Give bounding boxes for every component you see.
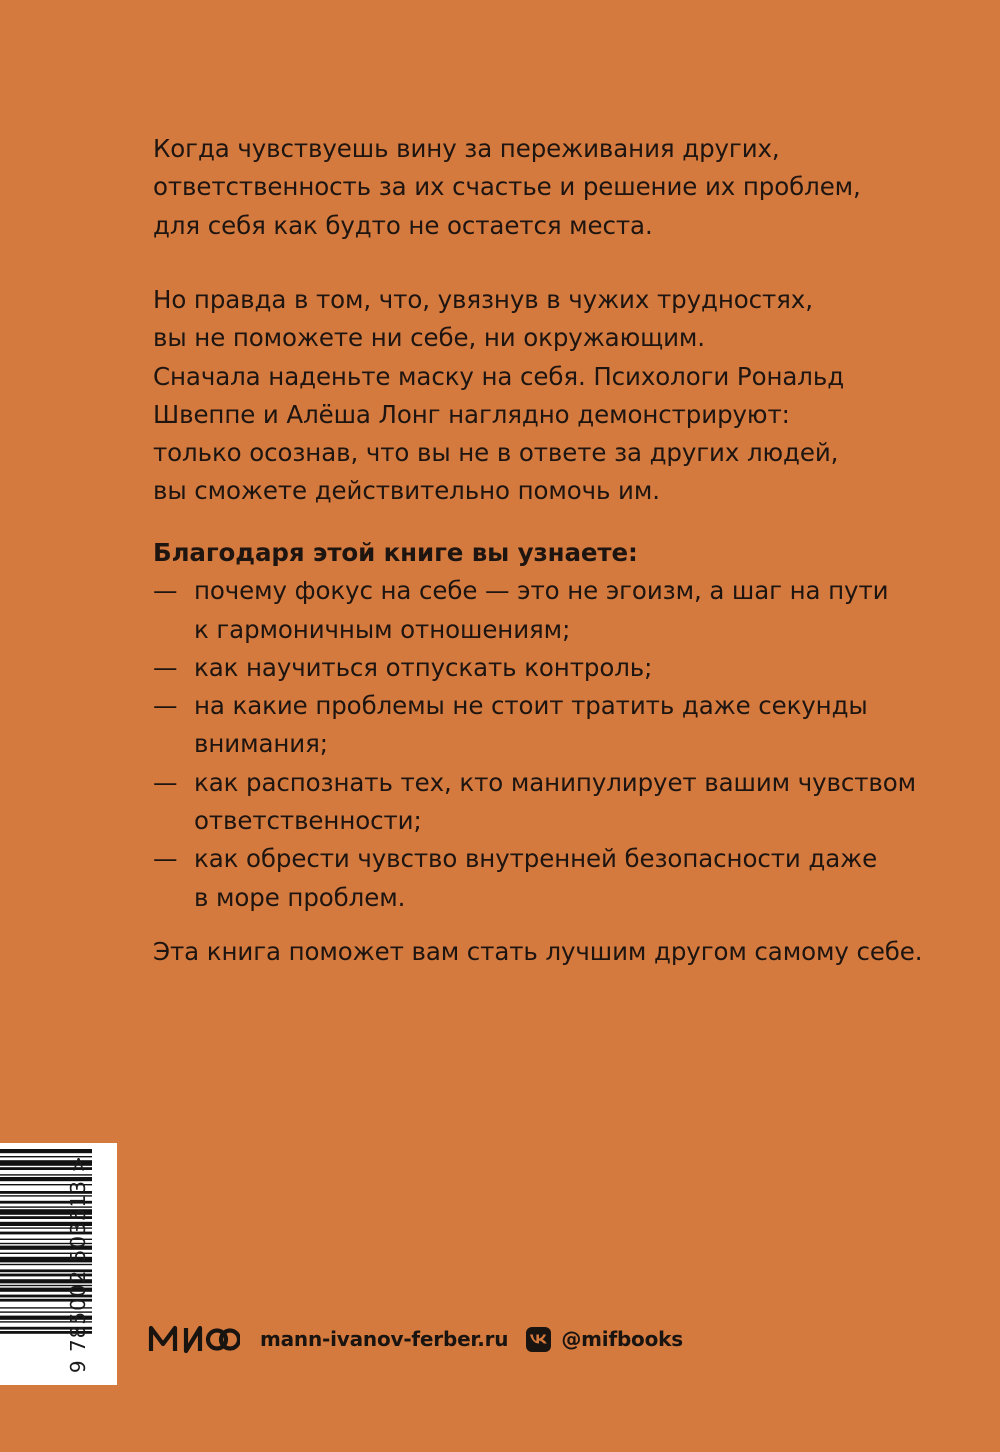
intro-paragraph	[153, 130, 913, 245]
benefits-heading: Благодаря этой книге вы узнаете:	[153, 538, 638, 567]
outro-line: Эта книга поможет вам стать лучшим другом самому себе.	[153, 937, 923, 966]
middle-paragraph	[153, 281, 913, 511]
benefit-item	[153, 649, 913, 687]
benefit-line: к гармоничным отношениям;	[194, 614, 571, 644]
isbn-barcode	[0, 1143, 117, 1385]
benefit-line: на какие проблемы не стоит тратить даже секунды	[194, 691, 868, 721]
website-link[interactable]: mann-ivanov-ferber.ru	[260, 1327, 509, 1351]
benefit-line: ответственности;	[194, 806, 422, 836]
dash-bullet: —	[153, 844, 178, 874]
dash-bullet: —	[153, 767, 178, 797]
benefit-line: как обрести чувство внутренней безопасности даже	[194, 844, 878, 874]
footer	[148, 1322, 683, 1356]
publisher-logo	[148, 1324, 240, 1354]
barcode-digits: 9 785002 503513 >	[66, 1154, 90, 1374]
middle-line: Сначала наденьте маску на себя. Психологи Рональд	[153, 361, 845, 391]
social-handle[interactable]: @mifbooks	[561, 1327, 683, 1351]
dash-bullet: —	[153, 691, 178, 721]
intro-line: для себя как будто не остается места.	[153, 210, 653, 240]
benefit-item	[153, 572, 913, 649]
middle-line: Швеппе и Алёша Лонг наглядно демонстрируют:	[153, 399, 790, 429]
outro-paragraph	[153, 933, 923, 971]
middle-line: Но правда в том, что, увязнув в чужих трудностях,	[153, 285, 813, 314]
vk-logo-icon	[529, 1333, 548, 1345]
benefit-item	[153, 764, 917, 841]
intro-line: ответственность за их счастье и решение их проблем,	[153, 172, 861, 202]
benefit-line: как научиться отпускать контроль;	[194, 652, 653, 682]
benefit-line: почему фокус на себе — это не эгоизм, а шаг на пути	[194, 576, 889, 606]
benefits-list	[153, 572, 917, 917]
benefit-line: внимания;	[194, 729, 328, 759]
benefit-item	[153, 840, 913, 917]
benefit-line: как распознать тех, кто манипулирует вашим чувством	[194, 767, 917, 797]
middle-line: вы сможете действительно помочь им.	[153, 476, 660, 506]
benefit-line: в море проблем.	[194, 882, 406, 912]
vk-icon[interactable]	[526, 1327, 551, 1352]
dash-bullet: —	[153, 652, 178, 682]
middle-line: только осознав, что вы не в ответе за других людей,	[153, 438, 839, 468]
mif-logo-icon	[148, 1324, 240, 1354]
intro-line: Когда чувствуешь вину за переживания других,	[153, 134, 780, 163]
benefits-section	[153, 534, 917, 917]
middle-line: вы не поможете ни себе, ни окружающим.	[153, 323, 705, 353]
benefit-item	[153, 687, 913, 764]
dash-bullet: —	[153, 576, 178, 606]
